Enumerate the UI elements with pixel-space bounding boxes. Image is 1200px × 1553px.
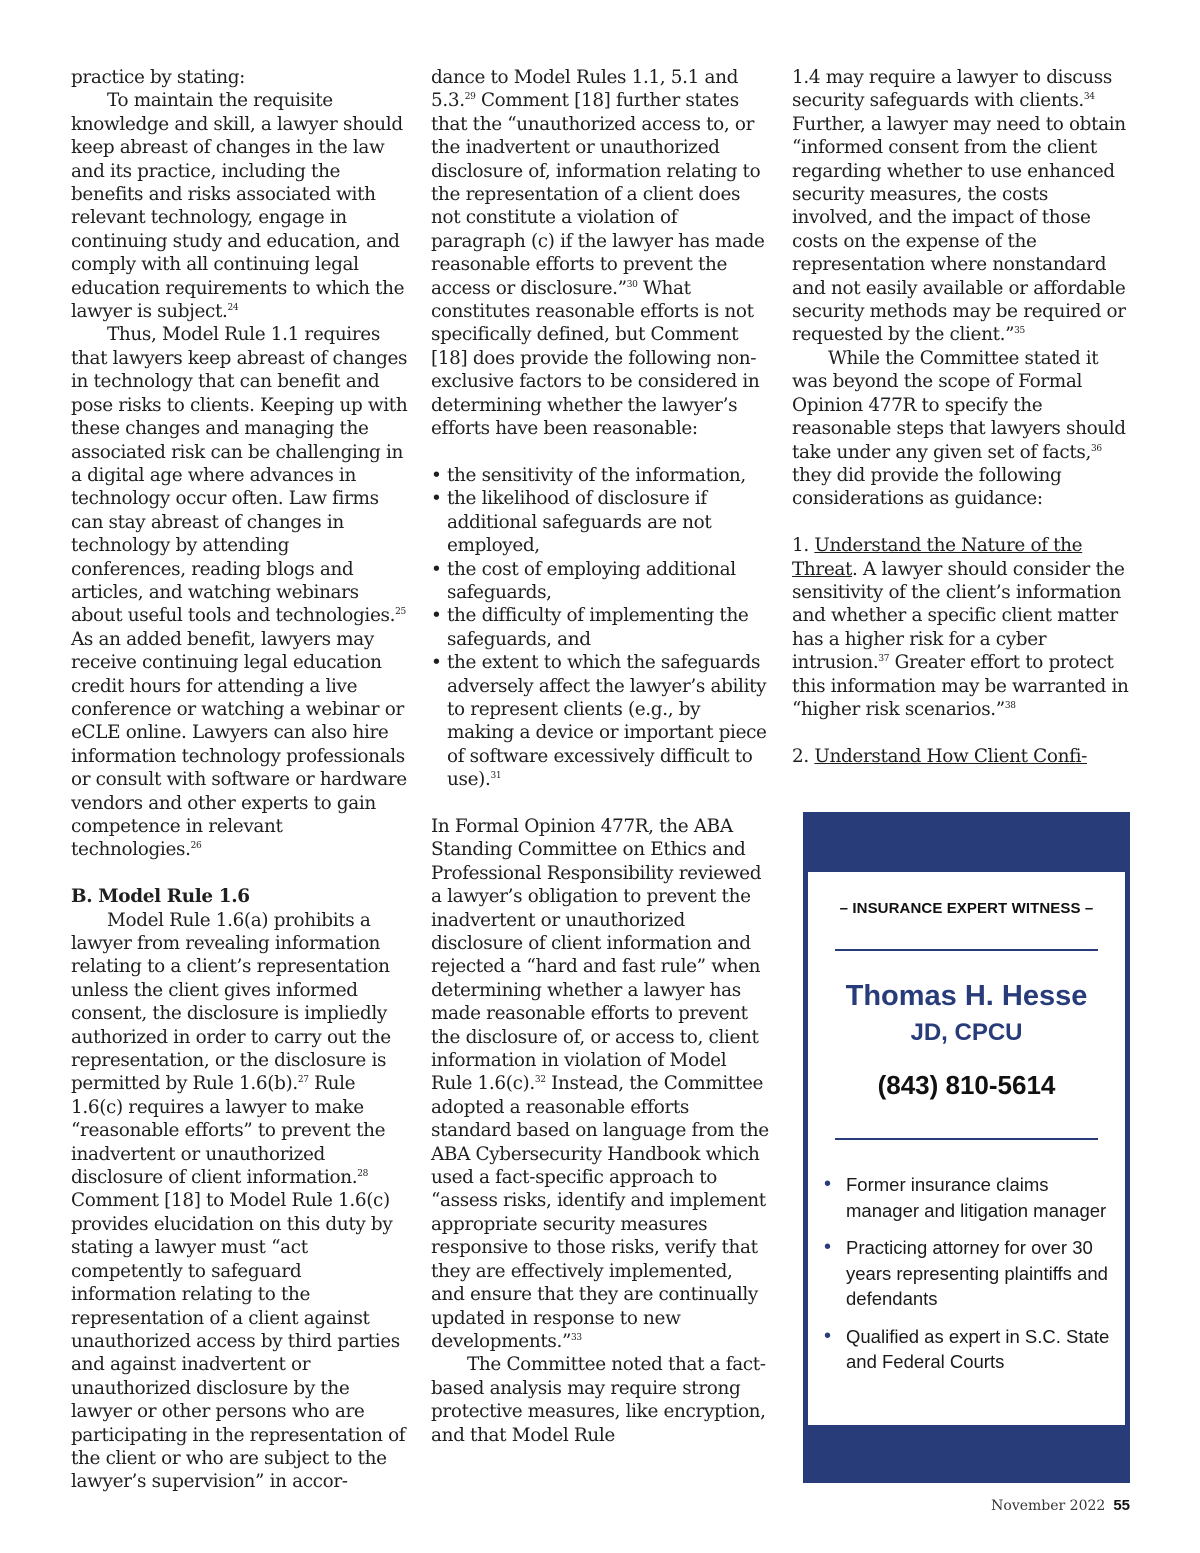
paragraph bbox=[431, 815, 769, 1353]
footnote-ref: 29 bbox=[464, 92, 476, 103]
paragraph-text: 1.4 may require a lawyer to discuss security safeguards with clients. bbox=[792, 67, 1112, 112]
footnote-ref: 26 bbox=[190, 841, 202, 852]
paragraph: The Committee noted that a fact-based analysis may require strong protective measures, like encryption, and that Model Rule bbox=[431, 1354, 766, 1446]
paragraph-text: Comment [18] to Model Rule 1.6(c) provides elucidation on this duty by stating a lawyer must “act competently to safeguard information relating to the representation of a client against unauthorized access by third parties and against inadvertent or unauthorized disclosure by the lawyer or other persons who are participating in the representation of the client or who are subject to the lawyer’s supervision” in accor- bbox=[71, 1190, 406, 1493]
ad-name: Thomas H. Hesse bbox=[845, 980, 1088, 1012]
paragraph-text: dance to Model Rules 1.1, 5.1 and 5.3. bbox=[431, 67, 739, 112]
footnote-ref: 37 bbox=[878, 654, 890, 665]
paragraph bbox=[792, 347, 1132, 511]
block-quote bbox=[71, 89, 409, 323]
footnote-ref: 25 bbox=[395, 607, 406, 618]
list-item: • Practicing attorney for over 30 years representing plaintiffs and defendants bbox=[822, 1235, 1111, 1312]
ad-content bbox=[808, 872, 1125, 1425]
page-number: 55 bbox=[1113, 1497, 1130, 1514]
paragraph bbox=[792, 66, 1132, 347]
paragraph: practice by stating: bbox=[71, 67, 246, 88]
ad-kicker: – INSURANCE EXPERT WITNESS – bbox=[839, 900, 1094, 917]
footnote-ref: 32 bbox=[534, 1075, 546, 1086]
paragraph bbox=[431, 66, 769, 441]
footnote-ref: 31 bbox=[490, 771, 502, 782]
list-item: • the sensitivity of the information, bbox=[431, 464, 769, 487]
article-column-3 bbox=[792, 66, 1132, 768]
list-item: • the cost of employing additional safeguards, bbox=[431, 558, 769, 605]
quote-text: To maintain the requisite knowledge and skill, a lawyer should keep abreast of changes in the law and its practice, including the benefits and risks associated with relevant technology, engage in continuing study and education, and comply with all continuing legal education requirements to which the lawyer is subject. bbox=[71, 90, 405, 323]
paragraph-text: Further, a lawyer may need to obtain “informed consent from the client regarding whether to use enhanced security measures, the costs involved, and the impact of those costs on the expense of the representation where nonstandard and not easily available or affordable security methods may be required or requested by the client.” bbox=[792, 113, 1126, 346]
ad-phone: (843) 810-5614 bbox=[877, 1070, 1056, 1100]
item-title: Understand the Nature of the Threat bbox=[792, 535, 1083, 580]
footnote-ref: 34 bbox=[1083, 92, 1095, 103]
paragraph-text: Model Rule 1.6(a) prohibits a lawyer from revealing information relating to a client’s representation unless the client gives informed consent, the disclosure is impliedly authorized in order to carry out the representation, or the disclosure is permitted by Rule 1.6(b). bbox=[71, 909, 391, 1095]
issue-date: November 2022 bbox=[991, 1498, 1106, 1514]
ad-credentials: JD, CPCU bbox=[910, 1019, 1023, 1046]
paragraph-text: Rule 1.6(c) requires a lawyer to make “reasonable efforts” to prevent the inadvertent or unauthorized disclosure of client information. bbox=[71, 1073, 386, 1189]
factor-list bbox=[431, 464, 769, 792]
footnote-ref: 36 bbox=[1091, 443, 1102, 454]
numbered-item bbox=[792, 745, 1132, 768]
item-title: Understand How Client Confi- bbox=[814, 745, 1087, 767]
list-item: • Former insurance claims manager and litigation manager bbox=[822, 1172, 1111, 1223]
paragraph-text: While the Committee stated it was beyond the scope of Formal Opinion 477R to specify the reasonable steps that lawyers should take under any given set of facts, bbox=[792, 347, 1126, 463]
paragraph bbox=[71, 909, 409, 1494]
footnote-ref: 28 bbox=[357, 1168, 368, 1179]
footnote-ref: 38 bbox=[1004, 700, 1016, 711]
paragraph-text: Thus, Model Rule 1.1 requires that lawyers keep abreast of changes in technology that can benefit and pose risks to clients. Keeping up with these changes and managing the associated risk can be challenging in a digital age where advances in technology occur often. Law firms can stay abreast of changes in technology by attending conferences, reading blogs and articles, and watching webinars about useful tools and technologies. bbox=[71, 324, 408, 627]
numbered-item bbox=[792, 534, 1132, 721]
ad-qualifications bbox=[822, 1172, 1111, 1387]
paragraph-text: . A lawyer should consider the sensitivity of the client’s information and whether a specific client matter has a higher risk for a cyber intrusion. bbox=[792, 558, 1125, 674]
paragraph-text: What constitutes reasonable efforts is not specifically defined, but Comment [18] does provide the following non-exclusive factors to be considered in determining whether the lawyer’s efforts have been reasonable: bbox=[431, 277, 760, 440]
ad-divider-bottom bbox=[835, 1138, 1098, 1140]
paragraph-text: they did provide the following considerations as guidance: bbox=[792, 464, 1062, 510]
list-item: • Qualified as expert in S.C. State and Federal Courts bbox=[822, 1324, 1111, 1375]
expert-witness-ad bbox=[803, 812, 1130, 1483]
footnote-ref: 35 bbox=[1014, 326, 1025, 337]
article-column-2 bbox=[431, 66, 769, 1447]
paragraph-text: Comment [18] further states that the “unauthorized access to, or the inadvertent or unauthorized disclosure of, information relating to the representation of a client does not constitute a violation of paragraph (c) if the lawyer has made reasonable efforts to prevent the access or disclosure.” bbox=[431, 90, 765, 299]
item-number: 2. bbox=[792, 745, 815, 767]
paragraph-text: In Formal Opinion 477R, the ABA Standing Committee on Ethics and Professional Responsibility reviewed a lawyer’s obligation to prevent the inadvertent or unauthorized disclosure of client information and rejected a “hard and fast rule” when determining whether a lawyer has made reasonable efforts to prevent the disclosure of, or access to, client information in violation of Model Rule 1.6(c). bbox=[431, 815, 762, 1095]
ad-divider-top bbox=[835, 949, 1098, 951]
footnote-ref: 24 bbox=[227, 302, 239, 313]
section-heading: B. Model Rule 1.6 bbox=[71, 886, 250, 908]
paragraph-text: Instead, the Committee adopted a reasonable efforts standard based on language from the ABA Cybersecurity Handbook which used a fact-specific approach to “assess risks, identify and implement appropriate security measures responsive to those risks, verify that they are effectively implemented, and ensure that they are continually updated in response to new developments.” bbox=[431, 1073, 769, 1352]
footnote-ref: 30 bbox=[626, 279, 638, 290]
footnote-ref: 33 bbox=[571, 1332, 582, 1343]
list-item-text: the extent to which the safeguards adversely affect the lawyer’s ability to represent clients (e.g., by making a device or important piece of software excessively difficult to use). bbox=[447, 652, 767, 791]
article-column-1 bbox=[71, 66, 409, 1494]
paragraph bbox=[71, 323, 409, 861]
footnote-ref: 27 bbox=[297, 1075, 309, 1086]
list-item: • the difficulty of implementing the safeguards, and bbox=[431, 604, 769, 651]
paragraph-text: As an added benefit, lawyers may receive continuing legal education credit hours for attending a live conference or watching a webinar or eCLE online. Lawyers can also hire information technology professionals or consult with software or hardware vendors and other experts to gain competence in relevant technologies. bbox=[71, 628, 407, 861]
item-number: 1. bbox=[792, 535, 815, 557]
paragraph-text: Greater effort to protect this information may be warranted in “higher risk scenarios.” bbox=[792, 652, 1129, 720]
list-item: • the likelihood of disclosure if additional safeguards are not employed, bbox=[431, 487, 769, 557]
list-item bbox=[431, 651, 769, 791]
page-footer bbox=[991, 1497, 1130, 1514]
